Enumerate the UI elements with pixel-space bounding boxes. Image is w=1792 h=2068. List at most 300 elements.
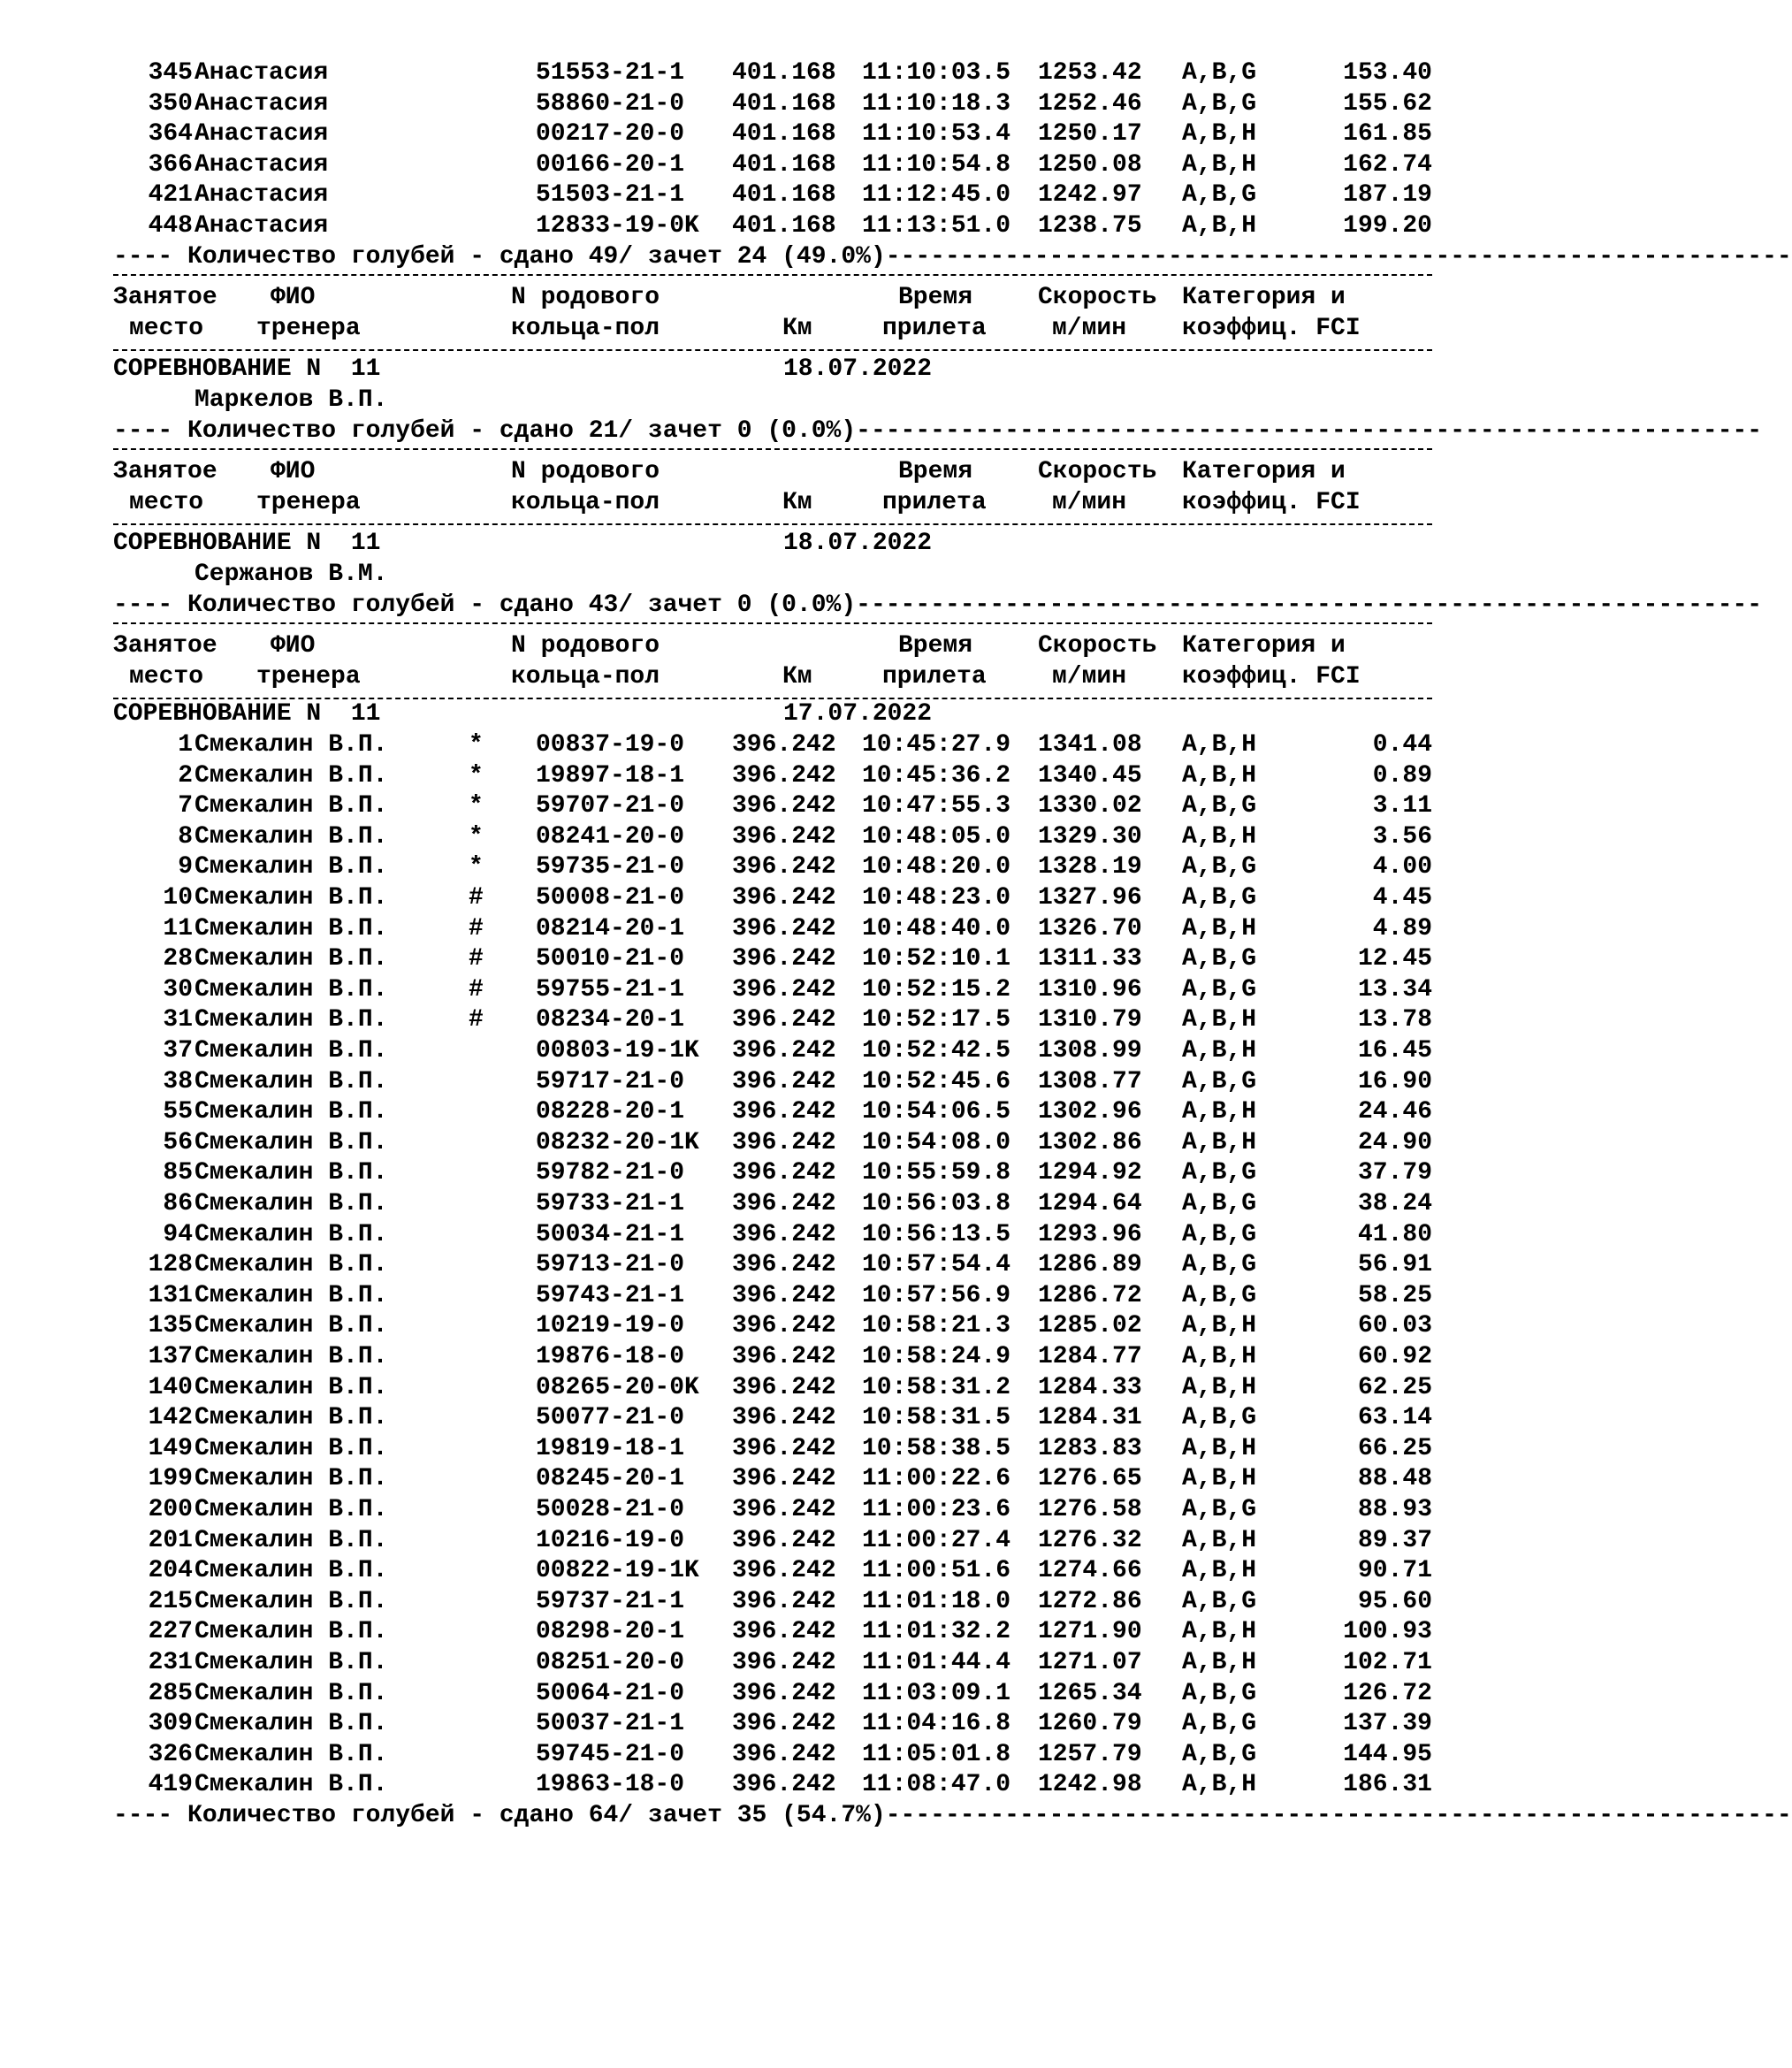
- header-label: N родового: [511, 458, 660, 486]
- arrival-time: 10:48:23.0: [862, 884, 1011, 912]
- mark: #: [469, 1006, 484, 1034]
- arrival-time: 10:47:55.3: [862, 792, 1011, 820]
- ring-number: 19863-18-0: [536, 1771, 685, 1799]
- place: 215: [148, 1587, 193, 1615]
- fci-coef: 100.93: [1343, 1618, 1432, 1646]
- distance-km: 401.168: [732, 150, 836, 179]
- ring-number: 59737-21-1: [536, 1587, 685, 1615]
- trainer-name: Смекалин В.П.: [194, 1587, 388, 1615]
- speed: 1284.31: [1038, 1404, 1142, 1432]
- ring-number: 08245-20-1: [536, 1465, 685, 1493]
- fci-coef: 0.44: [1372, 731, 1432, 759]
- header-label: прилета: [882, 662, 987, 691]
- speed: 1283.83: [1038, 1434, 1142, 1462]
- fci-coef: 90.71: [1357, 1557, 1432, 1585]
- speed: 1274.66: [1038, 1557, 1142, 1585]
- arrival-time: 11:00:27.4: [862, 1526, 1011, 1554]
- category: A,B,H: [1182, 1128, 1257, 1156]
- category: A,B,H: [1182, 120, 1257, 149]
- header-label: Категория и: [1182, 284, 1346, 312]
- distance-km: 396.242: [732, 1465, 836, 1493]
- ring-number: 00837-19-0: [536, 731, 685, 759]
- fci-coef: 16.45: [1357, 1037, 1432, 1065]
- speed: 1242.98: [1038, 1771, 1142, 1799]
- ring-number: 59745-21-0: [536, 1740, 685, 1768]
- place: 448: [148, 212, 193, 240]
- header-label: м/мин: [1052, 314, 1127, 342]
- place: 135: [148, 1312, 193, 1340]
- ring-number: 50037-21-1: [536, 1710, 685, 1738]
- category: A,B,G: [1182, 853, 1257, 881]
- dashed-separator: [113, 448, 1432, 450]
- speed: 1250.08: [1038, 150, 1142, 179]
- distance-km: 396.242: [732, 1128, 836, 1156]
- distance-km: 396.242: [732, 822, 836, 851]
- ring-number: 51553-21-1: [536, 59, 685, 87]
- place: 204: [148, 1557, 193, 1585]
- trainer-name: Смекалин В.П.: [194, 1710, 388, 1738]
- trainer-name: Смекалин В.П.: [194, 1251, 388, 1279]
- distance-km: 396.242: [732, 1312, 836, 1340]
- category: A,B,H: [1182, 1557, 1257, 1585]
- speed: 1286.72: [1038, 1281, 1142, 1309]
- trainer-name: Смекалин В.П.: [194, 822, 388, 851]
- distance-km: 396.242: [732, 1159, 836, 1187]
- ring-number: 59755-21-1: [536, 975, 685, 1003]
- category: A,B,G: [1182, 792, 1257, 820]
- ring-number: 10216-19-0: [536, 1526, 685, 1554]
- place: 2: [178, 761, 193, 790]
- arrival-time: 11:10:53.4: [862, 120, 1011, 149]
- trainer-name: Смекалин В.П.: [194, 975, 388, 1003]
- trainer-name: Смекалин В.П.: [194, 1006, 388, 1034]
- mark: *: [469, 792, 484, 820]
- distance-km: 396.242: [732, 914, 836, 942]
- distance-km: 396.242: [732, 975, 836, 1003]
- distance-km: 396.242: [732, 792, 836, 820]
- ring-number: 08214-20-1: [536, 914, 685, 942]
- distance-km: 396.242: [732, 1649, 836, 1676]
- speed: 1242.97: [1038, 181, 1142, 210]
- fci-coef: 0.89: [1372, 761, 1432, 790]
- category: A,B,H: [1182, 1526, 1257, 1554]
- category: A,B,H: [1182, 761, 1257, 790]
- fci-coef: 161.85: [1343, 120, 1432, 149]
- mark: *: [469, 853, 484, 881]
- distance-km: 396.242: [732, 1067, 836, 1095]
- distance-km: 396.242: [732, 1220, 836, 1248]
- category: A,B,H: [1182, 150, 1257, 179]
- speed: 1276.65: [1038, 1465, 1142, 1493]
- category: A,B,G: [1182, 89, 1257, 118]
- speed: 1340.45: [1038, 761, 1142, 790]
- arrival-time: 10:54:08.0: [862, 1128, 1011, 1156]
- header-label: кольца-пол: [511, 314, 660, 342]
- arrival-time: 10:58:21.3: [862, 1312, 1011, 1340]
- mark: *: [469, 731, 484, 759]
- place: 200: [148, 1496, 193, 1523]
- place: 8: [178, 822, 193, 851]
- arrival-time: 11:13:51.0: [862, 212, 1011, 240]
- speed: 1284.77: [1038, 1343, 1142, 1370]
- ring-number: 10219-19-0: [536, 1312, 685, 1340]
- place: 86: [163, 1190, 193, 1217]
- speed: 1285.02: [1038, 1312, 1142, 1340]
- fci-coef: 95.60: [1357, 1587, 1432, 1615]
- place: 10: [163, 884, 193, 912]
- speed: 1308.99: [1038, 1037, 1142, 1065]
- header-label: Км: [782, 314, 812, 342]
- place: 131: [148, 1281, 193, 1309]
- place: 9: [178, 853, 193, 881]
- category: A,B,H: [1182, 212, 1257, 240]
- fci-coef: 144.95: [1343, 1740, 1432, 1768]
- competition-title: СОРЕВНОВАНИЕ N 11: [113, 530, 381, 558]
- ring-number: 08232-20-1K: [536, 1128, 699, 1156]
- header-label: прилета: [882, 488, 987, 516]
- competition-date: 18.07.2022: [783, 530, 933, 558]
- place: 366: [148, 150, 193, 179]
- arrival-time: 10:57:54.4: [862, 1251, 1011, 1279]
- speed: 1294.92: [1038, 1159, 1142, 1187]
- trainer-name: Смекалин В.П.: [194, 945, 388, 973]
- arrival-time: 11:03:09.1: [862, 1679, 1011, 1707]
- arrival-time: 10:48:20.0: [862, 853, 1011, 881]
- place: 37: [163, 1037, 193, 1065]
- ring-number: 08234-20-1: [536, 1006, 685, 1034]
- fci-coef: 4.89: [1372, 914, 1432, 942]
- arrival-time: 11:10:03.5: [862, 59, 1011, 87]
- trainer-name: Смекалин В.П.: [194, 1649, 388, 1676]
- distance-km: 396.242: [732, 1343, 836, 1370]
- trainer-name: Смекалин В.П.: [194, 884, 388, 912]
- fci-coef: 153.40: [1343, 59, 1432, 87]
- distance-km: 396.242: [732, 1587, 836, 1615]
- distance-km: 396.242: [732, 1251, 836, 1279]
- header-label: коэффиц. FCI: [1182, 662, 1361, 691]
- category: A,B,G: [1182, 1587, 1257, 1615]
- distance-km: 396.242: [732, 1037, 836, 1065]
- ring-number: 00822-19-1K: [536, 1557, 699, 1585]
- header-label: Категория и: [1182, 632, 1346, 660]
- arrival-time: 10:52:10.1: [862, 945, 1011, 973]
- ring-number: 59713-21-0: [536, 1251, 685, 1279]
- ring-number: 58860-21-0: [536, 89, 685, 118]
- speed: 1286.89: [1038, 1251, 1142, 1279]
- trainer-name: Смекалин В.П.: [194, 1220, 388, 1248]
- place: 285: [148, 1679, 193, 1707]
- arrival-time: 11:04:16.8: [862, 1710, 1011, 1738]
- fci-coef: 38.24: [1357, 1190, 1432, 1217]
- fci-coef: 199.20: [1343, 212, 1432, 240]
- trainer-name: Смекалин В.П.: [194, 1128, 388, 1156]
- category: A,B,H: [1182, 1006, 1257, 1034]
- distance-km: 401.168: [732, 59, 836, 87]
- distance-km: 396.242: [732, 1098, 836, 1126]
- category: A,B,H: [1182, 1649, 1257, 1676]
- ring-number: 59743-21-1: [536, 1281, 685, 1309]
- competition-date: 18.07.2022: [783, 355, 933, 384]
- distance-km: 396.242: [732, 1618, 836, 1646]
- ring-number: 59782-21-0: [536, 1159, 685, 1187]
- fci-coef: 24.90: [1357, 1128, 1432, 1156]
- speed: 1276.32: [1038, 1526, 1142, 1554]
- category: A,B,G: [1182, 59, 1257, 87]
- category: A,B,G: [1182, 975, 1257, 1003]
- place: 28: [163, 945, 193, 973]
- ring-number: 08241-20-0: [536, 822, 685, 851]
- ring-number: 50008-21-0: [536, 884, 685, 912]
- ring-number: 50064-21-0: [536, 1679, 685, 1707]
- category: A,B,H: [1182, 822, 1257, 851]
- fci-coef: 155.62: [1343, 89, 1432, 118]
- fci-coef: 187.19: [1343, 181, 1432, 210]
- ring-number: 50077-21-0: [536, 1404, 685, 1432]
- ring-number: 50028-21-0: [536, 1496, 685, 1523]
- distance-km: 396.242: [732, 1006, 836, 1034]
- place: 85: [163, 1159, 193, 1187]
- trainer-name: Смекалин В.П.: [194, 1526, 388, 1554]
- category: A,B,H: [1182, 1312, 1257, 1340]
- fci-coef: 4.00: [1372, 853, 1432, 881]
- category: A,B,H: [1182, 914, 1257, 942]
- category: A,B,G: [1182, 1159, 1257, 1187]
- trainer-name: Анастасия: [194, 120, 329, 149]
- place: 364: [148, 120, 193, 149]
- arrival-time: 11:10:54.8: [862, 150, 1011, 179]
- fci-coef: 88.93: [1357, 1496, 1432, 1523]
- arrival-time: 10:52:45.6: [862, 1067, 1011, 1095]
- distance-km: 396.242: [732, 853, 836, 881]
- place: 149: [148, 1434, 193, 1462]
- arrival-time: 11:01:44.4: [862, 1649, 1011, 1676]
- speed: 1328.19: [1038, 853, 1142, 881]
- distance-km: 401.168: [732, 212, 836, 240]
- fci-coef: 12.45: [1357, 945, 1432, 973]
- fci-coef: 162.74: [1343, 150, 1432, 179]
- place: 142: [148, 1404, 193, 1432]
- header-label: ФИО: [271, 284, 316, 312]
- arrival-time: 10:56:03.8: [862, 1190, 1011, 1217]
- dashed-separator: [113, 274, 1432, 276]
- distance-km: 396.242: [732, 1557, 836, 1585]
- fci-coef: 126.72: [1343, 1679, 1432, 1707]
- mark: #: [469, 945, 484, 973]
- arrival-time: 10:55:59.8: [862, 1159, 1011, 1187]
- place: 231: [148, 1649, 193, 1676]
- category: A,B,G: [1182, 1190, 1257, 1217]
- fci-coef: 137.39: [1343, 1710, 1432, 1738]
- speed: 1294.64: [1038, 1190, 1142, 1217]
- distance-km: 396.242: [732, 1679, 836, 1707]
- header-label: Занятое: [113, 632, 217, 660]
- trainer-name: Анастасия: [194, 181, 329, 210]
- speed: 1311.33: [1038, 945, 1142, 973]
- trainer-name: Смекалин В.П.: [194, 1557, 388, 1585]
- place: 326: [148, 1740, 193, 1768]
- summary-line: ---- Количество голубей - сдано 43/ зачет 0 (0.0%)-------------------------------------------------------------: [113, 591, 1763, 619]
- trainer-name: Маркелов В.П.: [194, 386, 388, 414]
- distance-km: 396.242: [732, 1771, 836, 1799]
- place: 137: [148, 1343, 193, 1370]
- fci-coef: 102.71: [1343, 1649, 1432, 1676]
- dashed-separator: [113, 523, 1432, 525]
- distance-km: 396.242: [732, 945, 836, 973]
- ring-number: 08265-20-0K: [536, 1373, 699, 1401]
- arrival-time: 11:10:18.3: [862, 89, 1011, 118]
- fci-coef: 56.91: [1357, 1251, 1432, 1279]
- speed: 1253.42: [1038, 59, 1142, 87]
- trainer-name: Анастасия: [194, 59, 329, 87]
- speed: 1265.34: [1038, 1679, 1142, 1707]
- speed: 1310.79: [1038, 1006, 1142, 1034]
- distance-km: 396.242: [732, 1434, 836, 1462]
- distance-km: 396.242: [732, 1373, 836, 1401]
- summary-line: ---- Количество голубей - сдано 64/ зачет 35 (54.7%)-------------------------------------------------------------: [113, 1802, 1792, 1829]
- distance-km: 396.242: [732, 1710, 836, 1738]
- place: 128: [148, 1251, 193, 1279]
- fci-coef: 24.46: [1357, 1098, 1432, 1126]
- header-label: Время: [898, 632, 973, 660]
- trainer-name: Анастасия: [194, 212, 329, 240]
- ring-number: 59707-21-0: [536, 792, 685, 820]
- place: 227: [148, 1618, 193, 1646]
- header-label: место: [129, 314, 204, 342]
- place: 11: [163, 914, 193, 942]
- place: 421: [148, 181, 193, 210]
- category: A,B,G: [1182, 1496, 1257, 1523]
- fci-coef: 88.48: [1357, 1465, 1432, 1493]
- arrival-time: 10:52:17.5: [862, 1006, 1011, 1034]
- speed: 1302.96: [1038, 1098, 1142, 1126]
- header-label: м/мин: [1052, 662, 1127, 691]
- fci-coef: 186.31: [1343, 1771, 1432, 1799]
- trainer-name: Смекалин В.П.: [194, 1037, 388, 1065]
- trainer-name: Смекалин В.П.: [194, 1618, 388, 1646]
- speed: 1302.86: [1038, 1128, 1142, 1156]
- category: A,B,G: [1182, 1251, 1257, 1279]
- speed: 1284.33: [1038, 1373, 1142, 1401]
- fci-coef: 89.37: [1357, 1526, 1432, 1554]
- distance-km: 401.168: [732, 181, 836, 210]
- speed: 1330.02: [1038, 792, 1142, 820]
- competition-date: 17.07.2022: [783, 700, 933, 729]
- trainer-name: Анастасия: [194, 150, 329, 179]
- dashed-separator: [113, 622, 1432, 624]
- summary-line: ---- Количество голубей - сдано 21/ зачет 0 (0.0%)-------------------------------------------------------------: [113, 416, 1763, 445]
- header-label: кольца-пол: [511, 488, 660, 516]
- distance-km: 396.242: [732, 884, 836, 912]
- header-label: Скорость: [1038, 632, 1157, 660]
- speed: 1238.75: [1038, 212, 1142, 240]
- arrival-time: 11:01:18.0: [862, 1587, 1011, 1615]
- distance-km: 396.242: [732, 1526, 836, 1554]
- ring-number: 50010-21-0: [536, 945, 685, 973]
- ring-number: 51503-21-1: [536, 181, 685, 210]
- ring-number: 00803-19-1K: [536, 1037, 699, 1065]
- header-label: тренера: [256, 662, 361, 691]
- arrival-time: 10:58:24.9: [862, 1343, 1011, 1370]
- category: A,B,H: [1182, 1343, 1257, 1370]
- trainer-name: Смекалин В.П.: [194, 1465, 388, 1493]
- arrival-time: 11:05:01.8: [862, 1740, 1011, 1768]
- trainer-name: Смекалин В.П.: [194, 914, 388, 942]
- speed: 1293.96: [1038, 1220, 1142, 1248]
- arrival-time: 11:00:51.6: [862, 1557, 1011, 1585]
- speed: 1250.17: [1038, 120, 1142, 149]
- category: A,B,G: [1182, 1220, 1257, 1248]
- fci-coef: 63.14: [1357, 1404, 1432, 1432]
- distance-km: 396.242: [732, 761, 836, 790]
- fci-coef: 66.25: [1357, 1434, 1432, 1462]
- arrival-time: 10:48:40.0: [862, 914, 1011, 942]
- fci-coef: 41.80: [1357, 1220, 1432, 1248]
- place: 7: [178, 792, 193, 820]
- trainer-name: Смекалин В.П.: [194, 1312, 388, 1340]
- competition-title: СОРЕВНОВАНИЕ N 11: [113, 700, 381, 729]
- arrival-time: 10:45:36.2: [862, 761, 1011, 790]
- fci-coef: 3.56: [1372, 822, 1432, 851]
- place: 199: [148, 1465, 193, 1493]
- speed: 1271.07: [1038, 1649, 1142, 1676]
- ring-number: 08298-20-1: [536, 1618, 685, 1646]
- fci-coef: 3.11: [1372, 792, 1432, 820]
- fci-coef: 13.78: [1357, 1006, 1432, 1034]
- arrival-time: 10:58:38.5: [862, 1434, 1011, 1462]
- category: A,B,G: [1182, 1740, 1257, 1768]
- trainer-name: Смекалин В.П.: [194, 1771, 388, 1799]
- arrival-time: 10:54:06.5: [862, 1098, 1011, 1126]
- trainer-name: Смекалин В.П.: [194, 1496, 388, 1523]
- fci-coef: 13.34: [1357, 975, 1432, 1003]
- header-label: коэффиц. FCI: [1182, 488, 1361, 516]
- speed: 1271.90: [1038, 1618, 1142, 1646]
- category: A,B,H: [1182, 1771, 1257, 1799]
- category: A,B,H: [1182, 1465, 1257, 1493]
- fci-coef: 16.90: [1357, 1067, 1432, 1095]
- header-label: Км: [782, 488, 812, 516]
- ring-number: 08251-20-0: [536, 1649, 685, 1676]
- arrival-time: 10:52:15.2: [862, 975, 1011, 1003]
- distance-km: 396.242: [732, 1404, 836, 1432]
- place: 38: [163, 1067, 193, 1095]
- arrival-time: 10:48:05.0: [862, 822, 1011, 851]
- speed: 1341.08: [1038, 731, 1142, 759]
- trainer-name: Смекалин В.П.: [194, 1098, 388, 1126]
- place: 345: [148, 59, 193, 87]
- category: A,B,H: [1182, 1618, 1257, 1646]
- trainer-name: Смекалин В.П.: [194, 1404, 388, 1432]
- ring-number: 59717-21-0: [536, 1067, 685, 1095]
- category: A,B,G: [1182, 884, 1257, 912]
- category: A,B,G: [1182, 181, 1257, 210]
- fci-coef: 60.92: [1357, 1343, 1432, 1370]
- trainer-name: Смекалин В.П.: [194, 1343, 388, 1370]
- header-label: Скорость: [1038, 284, 1157, 312]
- header-label: Категория и: [1182, 458, 1346, 486]
- speed: 1326.70: [1038, 914, 1142, 942]
- arrival-time: 10:52:42.5: [862, 1037, 1011, 1065]
- trainer-name: Смекалин В.П.: [194, 853, 388, 881]
- place: 350: [148, 89, 193, 118]
- header-label: кольца-пол: [511, 662, 660, 691]
- ring-number: 59733-21-1: [536, 1190, 685, 1217]
- header-label: Занятое: [113, 458, 217, 486]
- header-label: тренера: [256, 488, 361, 516]
- speed: 1329.30: [1038, 822, 1142, 851]
- ring-number: 08228-20-1: [536, 1098, 685, 1126]
- mark: #: [469, 914, 484, 942]
